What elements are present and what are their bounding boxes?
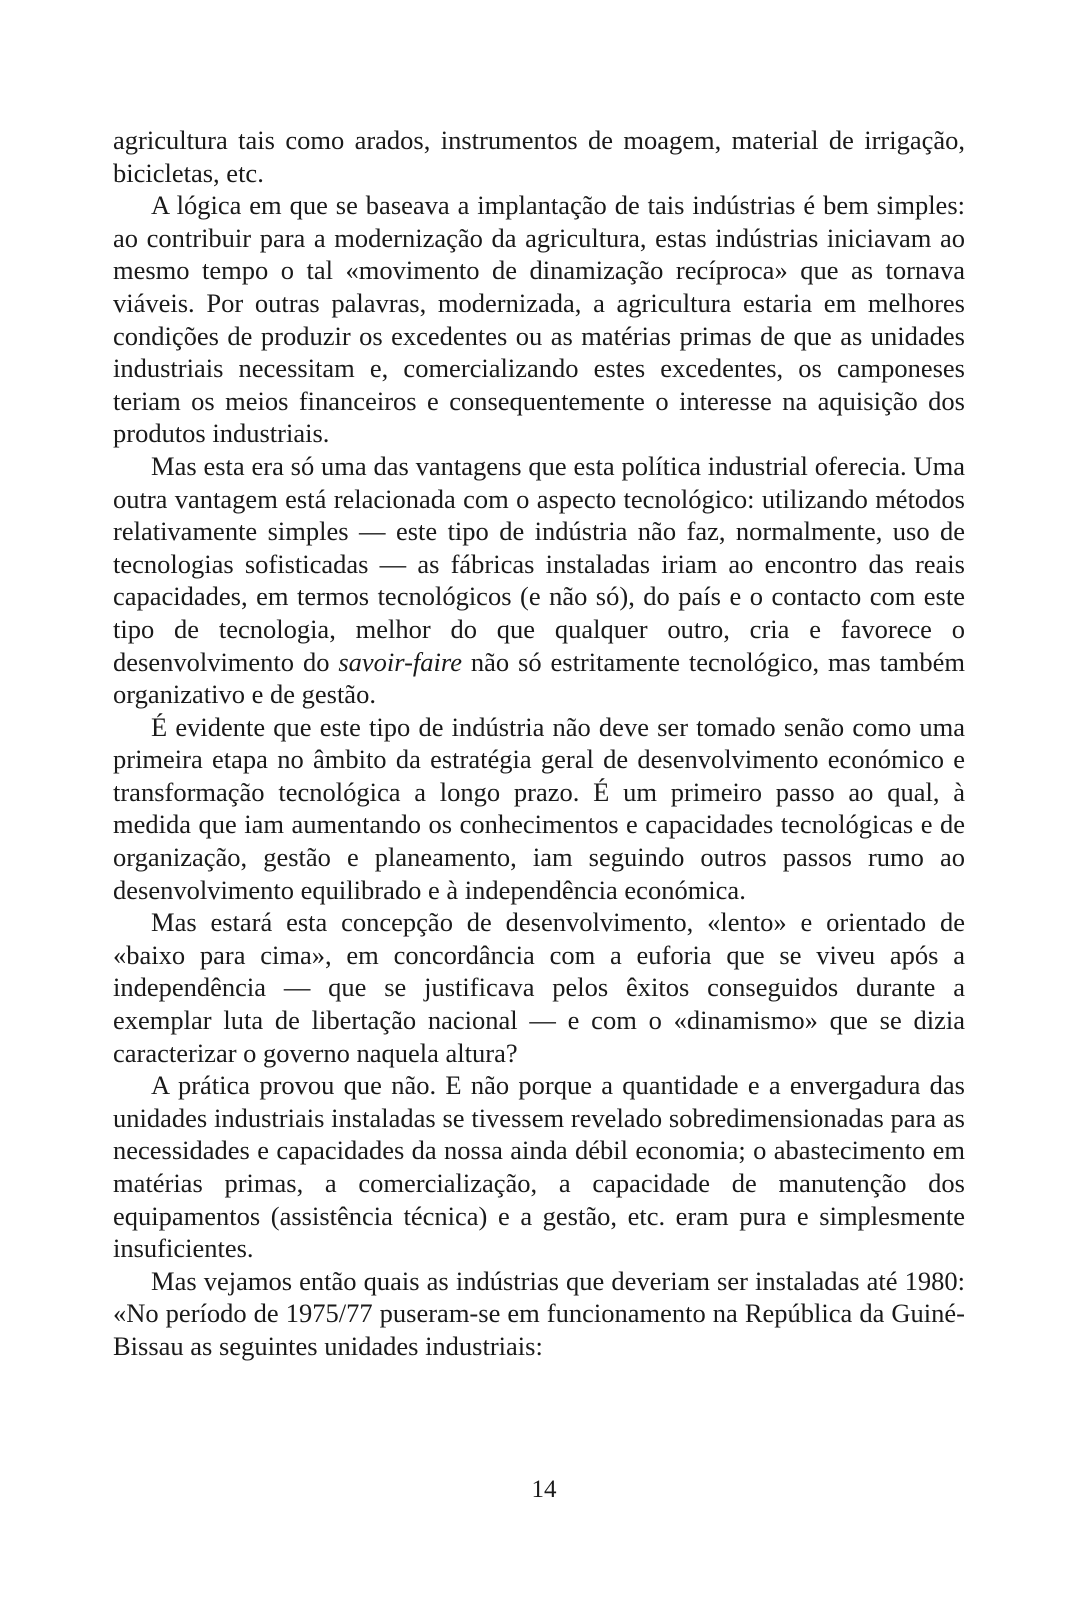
paragraph-6: A prática provou que não. E não porque a quantidade e a envergadura das unidades industriais instaladas se tivessem revelado sobredimensionadas para as necessidades e capacidades da nossa ainda débil economia; o abastecimento em matérias primas, a comercialização, a capacidade de manutenção dos equipamentos (assistência técnica) e a gestão, etc. eram pura e simplesmente insuficientes.	[113, 1070, 965, 1264]
body-text	[113, 124, 965, 1363]
italic-term: savoir-faire	[338, 646, 462, 677]
paragraph-4: É evidente que este tipo de indústria não deve ser tomado senão como uma primeira etapa no âmbito da estratégia geral de desenvolvimento económico e transformação tecnológica a longo prazo. É um primeiro passo ao qual, à medida que iam aumentando os conhecimentos e capacidades tecnológicas e de organização, gestão e planeamento, iam seguindo outros passos rumo ao desenvolvimento equilibrado e à independência económica.	[113, 711, 965, 905]
page-number: 14	[531, 1476, 557, 1503]
paragraph-3-text-end: não só estritamente tecnológico, mas também organizativo e de gestão.	[113, 646, 965, 710]
paragraph-3-text-start: Mas esta era só uma das vantagens que esta política industrial oferecia. Uma outra vantagem está relacionada com o aspecto tecnológico: utilizando métodos relativamente simples — este tipo de indústria não faz, normalmente, uso de tecnologias sofisticadas — as fábricas instaladas iriam ao encontro das reais capacidades, em termos tecnológicos (e não só), do país e o contacto com este tipo de tecnologia, melhor do que qualquer outro, cria e favorece o desenvolvimento do	[113, 450, 965, 677]
paragraph-1: agricultura tais como arados, instrumentos de moagem, material de irrigação, bicicletas, etc.	[113, 125, 965, 188]
paragraph-3	[113, 450, 965, 711]
paragraph-2: A lógica em que se baseava a implantação de tais indústrias é bem simples: ao contribuir para a modernização da agricultura, estas indústrias iniciavam ao mesmo tempo o tal «movimento de dinamização recíproca» que as tornava viáveis. Por outras palavras, modernizada, a agricultura estaria em melhores condições de produzir os excedentes ou as matérias primas de que as unidades industriais necessitam e, comercializando estes excedentes, os camponeses teriam os meios financeiros e consequentemente o interesse na aquisição dos produtos industriais.	[113, 190, 965, 449]
paragraph-5: Mas estará esta concepção de desenvolvimento, «lento» e orientado de «baixo para cima», em concordância com a euforia que se viveu após a independência — que se justificava pelos êxitos conseguidos durante a exemplar luta de libertação nacional — e com o «dinamismo» que se dizia caracterizar o governo naquela altura?	[113, 907, 965, 1068]
paragraph-7: Mas vejamos então quais as indústrias que deveriam ser instaladas até 1980: «No período de 1975/77 puseram-se em funcionamento na República da Guiné-Bissau as seguintes unidades industriais:	[113, 1265, 965, 1361]
